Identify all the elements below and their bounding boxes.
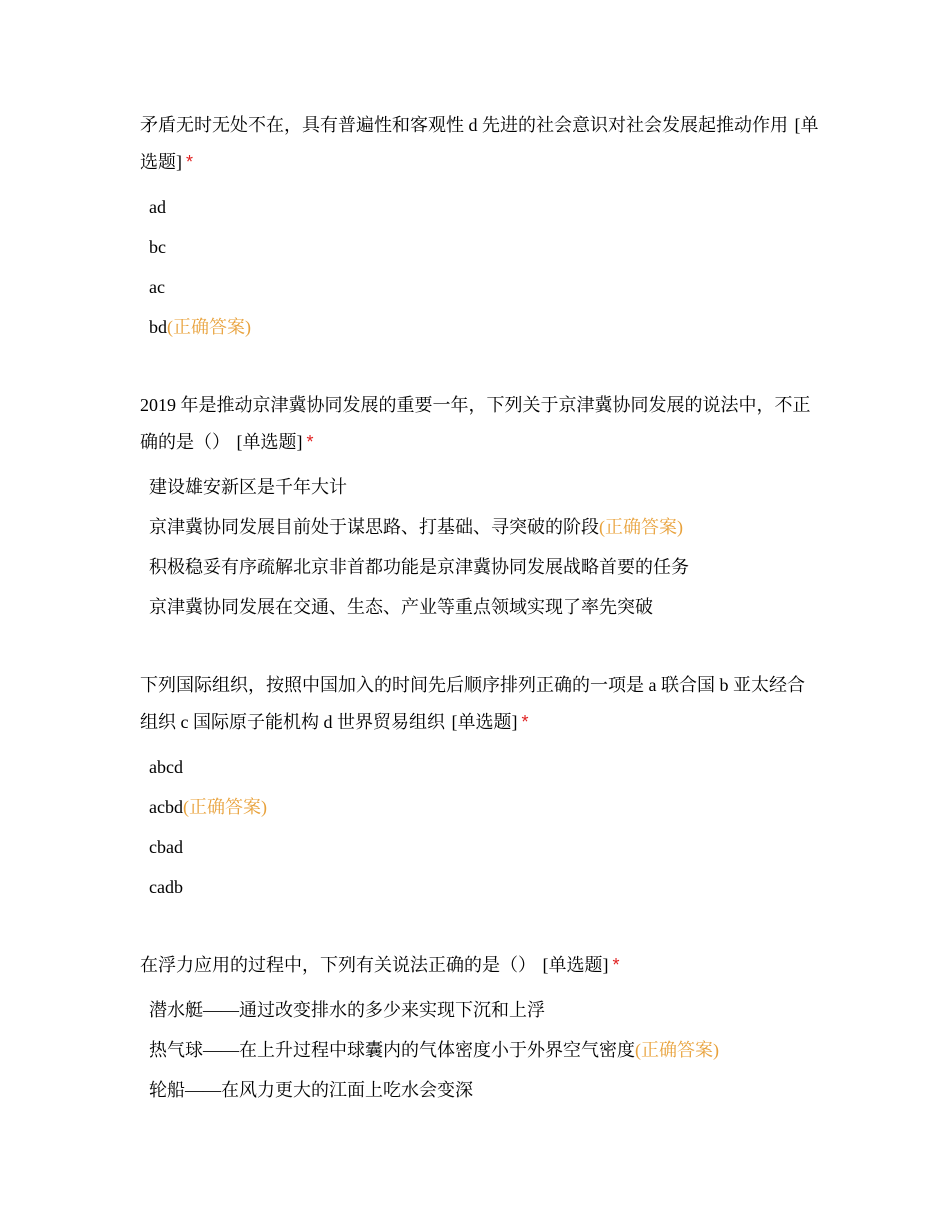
option-label: abcd [149,757,183,777]
question-2 [140,387,820,627]
option-ac[interactable] [140,267,820,307]
required-asterisk: * [306,432,314,452]
option-acbd[interactable] [140,787,820,827]
question-stem: 在浮力应用的过程中，下列有关说法正确的是（） [140,955,536,975]
option-label: ac [149,277,165,297]
question-text [140,107,820,181]
option-label: cbad [149,837,183,857]
option-label: 京津冀协同发展目前处于谋思路、打基础、寻突破的阶段 [149,517,599,537]
option-label: bc [149,237,166,257]
option-abcd[interactable] [140,747,820,787]
option-bc[interactable] [140,227,820,267]
option-label: cadb [149,877,183,897]
question-text [140,387,820,461]
question-stem: 下列国际组织，按照中国加入的时间先后顺序排列正确的一项是 a 联合国 b 亚太经合组织 c 国际原子能机构 d 世界贸易组织 [140,675,805,732]
option-list [140,187,820,347]
option-label: 积极稳妥有序疏解北京非首都功能是京津冀协同发展战略首要的任务 [149,557,689,577]
option-1[interactable] [140,467,820,507]
option-label: bd [149,317,167,337]
option-list [140,747,820,907]
question-4 [140,947,820,1110]
required-asterisk: * [521,712,529,732]
option-label: acbd [149,797,183,817]
option-list [140,467,820,627]
option-cbad[interactable] [140,827,820,867]
option-label: ad [149,197,166,217]
required-asterisk: * [612,955,620,975]
correct-answer-tag: (正确答案) [635,1040,719,1060]
option-bd[interactable] [140,307,820,347]
option-4[interactable] [140,587,820,627]
question-3 [140,667,820,907]
correct-answer-tag: (正确答案) [182,797,267,817]
option-list [140,990,820,1110]
question-stem: 矛盾无时无处不在，具有普遍性和客观性 d 先进的社会意识对社会发展起推动作用 [140,115,788,135]
option-label: 潜水艇——通过改变排水的多少来实现下沉和上浮 [149,1000,545,1020]
correct-answer-tag: (正确答案) [599,517,683,537]
option-3[interactable] [140,547,820,587]
question-type-tag: [单选题] [451,712,518,732]
question-stem: 2019 年是推动京津冀协同发展的重要一年，下列关于京津冀协同发展的说法中，不正确的是（） [140,395,811,452]
question-1 [140,107,820,347]
option-cadb[interactable] [140,867,820,907]
option-1[interactable] [140,990,820,1030]
question-type-tag: [单选题] [140,115,819,172]
required-asterisk: * [186,152,194,172]
question-text [140,947,820,984]
question-type-tag: [单选题] [542,955,609,975]
option-label: 建设雄安新区是千年大计 [149,477,347,497]
option-label: 轮船——在风力更大的江面上吃水会变深 [149,1080,473,1100]
question-text [140,667,820,741]
question-type-tag: [单选题] [236,432,303,452]
option-ad[interactable] [140,187,820,227]
option-3[interactable] [140,1070,820,1110]
option-2[interactable] [140,1030,820,1070]
option-label: 京津冀协同发展在交通、生态、产业等重点领域实现了率先突破 [149,597,653,617]
correct-answer-tag: (正确答案) [167,317,251,337]
option-label: 热气球——在上升过程中球囊内的气体密度小于外界空气密度 [149,1040,635,1060]
option-2[interactable] [140,507,820,547]
